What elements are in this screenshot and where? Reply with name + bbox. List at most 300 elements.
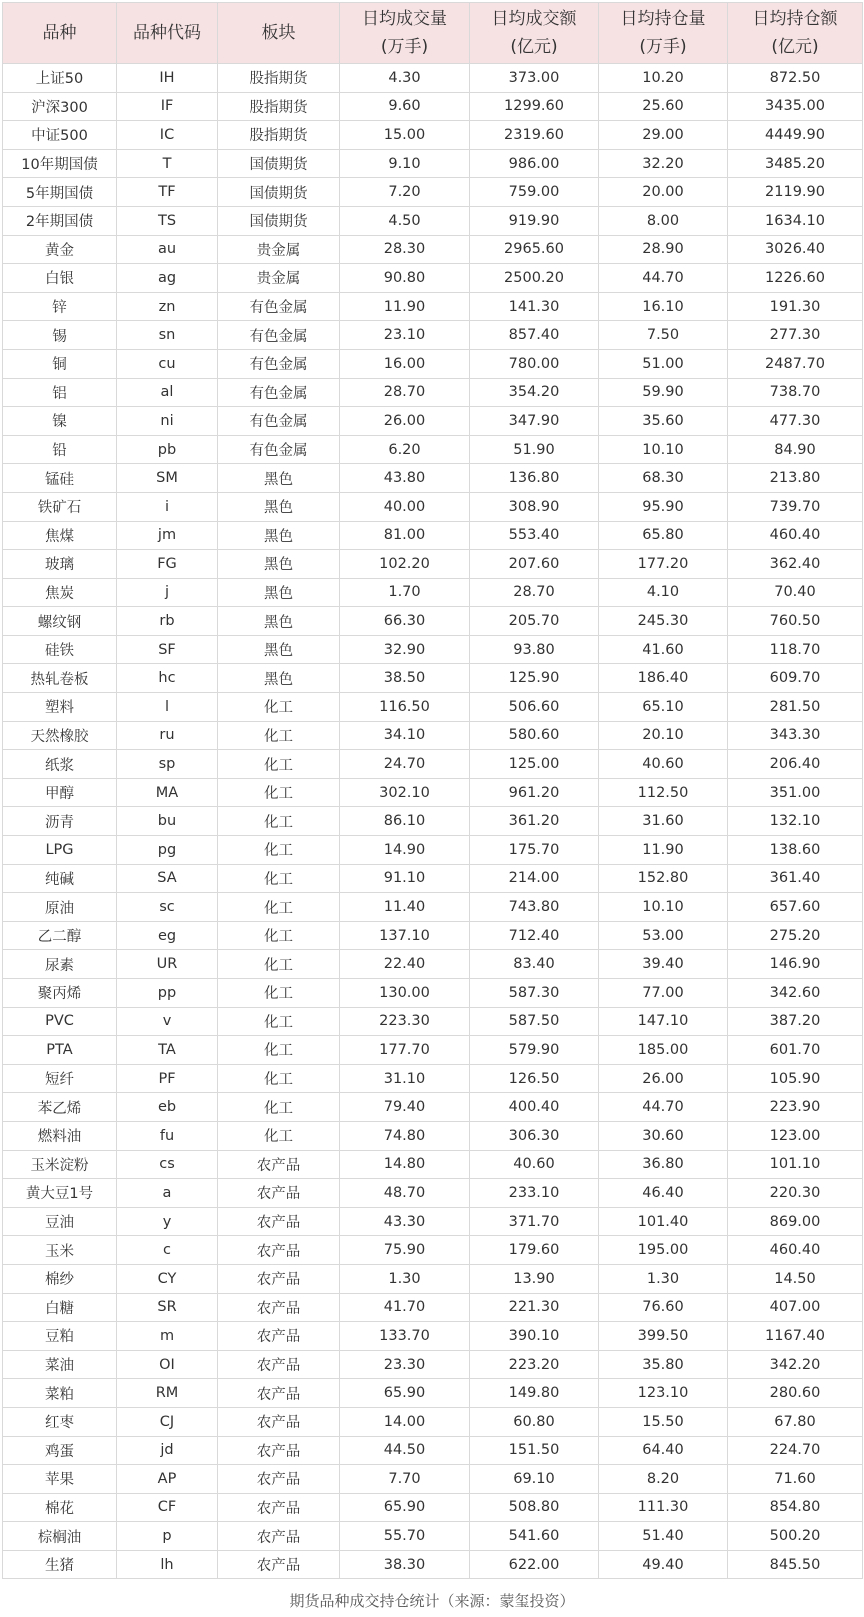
cell-avg-position-value: 71.60 — [728, 1465, 863, 1494]
cell-code: pb — [117, 435, 218, 464]
cell-avg-position-value: 500.20 — [728, 1522, 863, 1551]
cell-avg-turnover: 919.90 — [470, 206, 599, 235]
cell-variety: 玉米淀粉 — [3, 1150, 117, 1179]
cell-sector: 有色金属 — [218, 349, 340, 378]
cell-avg-position-value: 4449.90 — [728, 121, 863, 150]
cell-avg-volume: 81.00 — [340, 521, 470, 550]
header-label: 品种 — [42, 23, 77, 43]
cell-sector: 黑色 — [218, 607, 340, 636]
cell-avg-position-value: 460.40 — [728, 1236, 863, 1265]
cell-sector: 农产品 — [218, 1436, 340, 1465]
cell-avg-position-value: 67.80 — [728, 1407, 863, 1436]
cell-variety: 鸡蛋 — [3, 1436, 117, 1465]
cell-code: y — [117, 1207, 218, 1236]
cell-avg-turnover: 780.00 — [470, 349, 599, 378]
table-row — [3, 664, 863, 693]
cell-variety: 白银 — [3, 264, 117, 293]
cell-code: i — [117, 492, 218, 521]
cell-code: l — [117, 693, 218, 722]
cell-avg-open-interest: 29.00 — [599, 121, 728, 150]
cell-sector: 股指期货 — [218, 64, 340, 93]
cell-avg-open-interest: 44.70 — [599, 264, 728, 293]
cell-variety: 铜 — [3, 349, 117, 378]
cell-avg-volume: 65.90 — [340, 1379, 470, 1408]
cell-avg-volume: 130.00 — [340, 979, 470, 1008]
cell-sector: 有色金属 — [218, 407, 340, 436]
cell-avg-volume: 38.30 — [340, 1550, 470, 1579]
cell-avg-position-value: 281.50 — [728, 693, 863, 722]
cell-avg-open-interest: 51.40 — [599, 1522, 728, 1551]
cell-sector: 化工 — [218, 921, 340, 950]
table-row — [3, 1150, 863, 1179]
cell-avg-turnover: 151.50 — [470, 1436, 599, 1465]
cell-avg-volume: 23.10 — [340, 321, 470, 350]
cell-code: sn — [117, 321, 218, 350]
cell-avg-position-value: 477.30 — [728, 407, 863, 436]
cell-avg-volume: 9.60 — [340, 92, 470, 121]
cell-avg-position-value: 342.20 — [728, 1350, 863, 1379]
header-sector — [218, 3, 340, 64]
cell-sector: 股指期货 — [218, 121, 340, 150]
cell-variety: 锡 — [3, 321, 117, 350]
cell-code: bu — [117, 807, 218, 836]
cell-sector: 化工 — [218, 979, 340, 1008]
cell-avg-turnover: 125.90 — [470, 664, 599, 693]
cell-avg-turnover: 13.90 — [470, 1264, 599, 1293]
cell-sector: 黑色 — [218, 521, 340, 550]
cell-avg-turnover: 221.30 — [470, 1293, 599, 1322]
cell-avg-open-interest: 35.60 — [599, 407, 728, 436]
header-avg-open-interest — [599, 3, 728, 64]
cell-avg-position-value: 2487.70 — [728, 349, 863, 378]
cell-avg-position-value: 760.50 — [728, 607, 863, 636]
cell-code: RM — [117, 1379, 218, 1408]
cell-variety: 豆油 — [3, 1207, 117, 1236]
cell-avg-turnover: 759.00 — [470, 178, 599, 207]
table-row — [3, 1379, 863, 1408]
cell-variety: 沪深300 — [3, 92, 117, 121]
cell-avg-open-interest: 36.80 — [599, 1150, 728, 1179]
cell-avg-turnover: 60.80 — [470, 1407, 599, 1436]
cell-code: TF — [117, 178, 218, 207]
cell-avg-turnover: 400.40 — [470, 1093, 599, 1122]
cell-avg-open-interest: 10.10 — [599, 435, 728, 464]
cell-sector: 黑色 — [218, 635, 340, 664]
cell-avg-turnover: 580.60 — [470, 721, 599, 750]
cell-avg-volume: 31.10 — [340, 1064, 470, 1093]
cell-avg-volume: 223.30 — [340, 1007, 470, 1036]
cell-variety: 2年期国债 — [3, 206, 117, 235]
cell-avg-open-interest: 8.20 — [599, 1465, 728, 1494]
table-row — [3, 921, 863, 950]
cell-avg-turnover: 93.80 — [470, 635, 599, 664]
cell-sector: 国债期货 — [218, 178, 340, 207]
cell-avg-open-interest: 147.10 — [599, 1007, 728, 1036]
cell-avg-turnover: 175.70 — [470, 836, 599, 865]
header-avg-volume — [340, 3, 470, 64]
cell-avg-open-interest: 77.00 — [599, 979, 728, 1008]
cell-avg-position-value: 223.90 — [728, 1093, 863, 1122]
cell-avg-volume: 74.80 — [340, 1121, 470, 1150]
cell-sector: 化工 — [218, 1036, 340, 1065]
cell-sector: 农产品 — [218, 1236, 340, 1265]
cell-variety: 黄大豆1号 — [3, 1179, 117, 1208]
cell-code: MA — [117, 778, 218, 807]
cell-code: IH — [117, 64, 218, 93]
cell-avg-position-value: 191.30 — [728, 292, 863, 321]
table-row — [3, 321, 863, 350]
cell-avg-turnover: 214.00 — [470, 864, 599, 893]
cell-avg-open-interest: 51.00 — [599, 349, 728, 378]
cell-variety: 塑料 — [3, 693, 117, 722]
cell-avg-position-value: 407.00 — [728, 1293, 863, 1322]
cell-avg-volume: 11.40 — [340, 893, 470, 922]
cell-avg-turnover: 373.00 — [470, 64, 599, 93]
cell-avg-volume: 91.10 — [340, 864, 470, 893]
cell-avg-open-interest: 245.30 — [599, 607, 728, 636]
cell-code: cu — [117, 349, 218, 378]
cell-code: zn — [117, 292, 218, 321]
cell-code: IF — [117, 92, 218, 121]
cell-code: SR — [117, 1293, 218, 1322]
table-row — [3, 407, 863, 436]
cell-sector: 黑色 — [218, 464, 340, 493]
cell-sector: 农产品 — [218, 1522, 340, 1551]
cell-avg-open-interest: 28.90 — [599, 235, 728, 264]
cell-sector: 化工 — [218, 1007, 340, 1036]
cell-sector: 化工 — [218, 750, 340, 779]
cell-avg-volume: 4.50 — [340, 206, 470, 235]
cell-variety: 白糖 — [3, 1293, 117, 1322]
table-row — [3, 435, 863, 464]
table-row — [3, 1407, 863, 1436]
cell-sector: 农产品 — [218, 1379, 340, 1408]
cell-avg-position-value: 3026.40 — [728, 235, 863, 264]
cell-avg-open-interest: 186.40 — [599, 664, 728, 693]
table-row — [3, 521, 863, 550]
table-row — [3, 1007, 863, 1036]
cell-avg-open-interest: 8.00 — [599, 206, 728, 235]
cell-avg-open-interest: 111.30 — [599, 1493, 728, 1522]
cell-avg-open-interest: 152.80 — [599, 864, 728, 893]
cell-code: PF — [117, 1064, 218, 1093]
cell-variety: 铁矿石 — [3, 492, 117, 521]
cell-avg-volume: 116.50 — [340, 693, 470, 722]
cell-avg-position-value: 224.70 — [728, 1436, 863, 1465]
table-row — [3, 1465, 863, 1494]
cell-avg-open-interest: 65.10 — [599, 693, 728, 722]
header-label: 日均持仓量 — [620, 9, 706, 29]
cell-avg-open-interest: 53.00 — [599, 921, 728, 950]
cell-avg-open-interest: 31.60 — [599, 807, 728, 836]
cell-code: CY — [117, 1264, 218, 1293]
cell-avg-position-value: 387.20 — [728, 1007, 863, 1036]
table-row — [3, 235, 863, 264]
cell-sector: 贵金属 — [218, 264, 340, 293]
cell-avg-turnover: 587.50 — [470, 1007, 599, 1036]
cell-avg-turnover: 961.20 — [470, 778, 599, 807]
cell-avg-position-value: 14.50 — [728, 1264, 863, 1293]
cell-avg-turnover: 28.70 — [470, 578, 599, 607]
cell-variety: 纸浆 — [3, 750, 117, 779]
cell-variety: 红枣 — [3, 1407, 117, 1436]
cell-variety: 原油 — [3, 893, 117, 922]
cell-code: al — [117, 378, 218, 407]
table-caption: 期货品种成交持仓统计（来源：蒙玺投资） — [289, 1592, 575, 1610]
cell-avg-open-interest: 32.20 — [599, 149, 728, 178]
cell-avg-position-value: 118.70 — [728, 635, 863, 664]
cell-avg-position-value: 738.70 — [728, 378, 863, 407]
cell-code: fu — [117, 1121, 218, 1150]
cell-code: cs — [117, 1150, 218, 1179]
cell-code: SA — [117, 864, 218, 893]
cell-avg-turnover: 361.20 — [470, 807, 599, 836]
cell-avg-position-value: 105.90 — [728, 1064, 863, 1093]
table-row — [3, 1179, 863, 1208]
cell-variety: 镍 — [3, 407, 117, 436]
cell-code: TA — [117, 1036, 218, 1065]
cell-avg-volume: 1.30 — [340, 1264, 470, 1293]
cell-variety: 棉花 — [3, 1493, 117, 1522]
cell-code: IC — [117, 121, 218, 150]
cell-variety: 棉纱 — [3, 1264, 117, 1293]
cell-avg-open-interest: 185.00 — [599, 1036, 728, 1065]
table-row — [3, 693, 863, 722]
cell-sector: 贵金属 — [218, 235, 340, 264]
cell-avg-turnover: 51.90 — [470, 435, 599, 464]
table-row — [3, 492, 863, 521]
cell-avg-position-value: 657.60 — [728, 893, 863, 922]
cell-avg-position-value: 739.70 — [728, 492, 863, 521]
cell-sector: 化工 — [218, 693, 340, 722]
cell-avg-open-interest: 399.50 — [599, 1322, 728, 1351]
cell-avg-volume: 133.70 — [340, 1322, 470, 1351]
table-row — [3, 550, 863, 579]
cell-code: rb — [117, 607, 218, 636]
cell-avg-position-value: 275.20 — [728, 921, 863, 950]
cell-avg-volume: 7.20 — [340, 178, 470, 207]
header-code — [117, 3, 218, 64]
cell-avg-position-value: 609.70 — [728, 664, 863, 693]
table-row — [3, 292, 863, 321]
cell-avg-turnover: 308.90 — [470, 492, 599, 521]
table-row — [3, 1522, 863, 1551]
cell-variety: 棕榈油 — [3, 1522, 117, 1551]
cell-code: pg — [117, 836, 218, 865]
cell-avg-turnover: 857.40 — [470, 321, 599, 350]
cell-avg-volume: 34.10 — [340, 721, 470, 750]
cell-avg-turnover: 40.60 — [470, 1150, 599, 1179]
header-unit: (万手) — [380, 37, 429, 57]
cell-avg-volume: 102.20 — [340, 550, 470, 579]
cell-variety: 玉米 — [3, 1236, 117, 1265]
table-row — [3, 1436, 863, 1465]
cell-avg-volume: 48.70 — [340, 1179, 470, 1208]
cell-variety: 苹果 — [3, 1465, 117, 1494]
cell-avg-position-value: 845.50 — [728, 1550, 863, 1579]
cell-avg-open-interest: 46.40 — [599, 1179, 728, 1208]
cell-variety: 10年期国债 — [3, 149, 117, 178]
table-row — [3, 578, 863, 607]
cell-code: c — [117, 1236, 218, 1265]
cell-sector: 有色金属 — [218, 435, 340, 464]
cell-avg-volume: 28.30 — [340, 235, 470, 264]
cell-sector: 农产品 — [218, 1350, 340, 1379]
cell-variety: 5年期国债 — [3, 178, 117, 207]
cell-variety: 甲醇 — [3, 778, 117, 807]
cell-avg-position-value: 132.10 — [728, 807, 863, 836]
cell-sector: 国债期货 — [218, 149, 340, 178]
cell-avg-open-interest: 44.70 — [599, 1093, 728, 1122]
table-row — [3, 778, 863, 807]
cell-variety: 玻璃 — [3, 550, 117, 579]
table-row — [3, 979, 863, 1008]
cell-sector: 农产品 — [218, 1150, 340, 1179]
cell-variety: 沥青 — [3, 807, 117, 836]
cell-variety: 中证500 — [3, 121, 117, 150]
cell-code: UR — [117, 950, 218, 979]
cell-avg-volume: 32.90 — [340, 635, 470, 664]
cell-avg-volume: 79.40 — [340, 1093, 470, 1122]
cell-avg-turnover: 306.30 — [470, 1121, 599, 1150]
cell-sector: 有色金属 — [218, 321, 340, 350]
cell-avg-position-value: 213.80 — [728, 464, 863, 493]
cell-avg-open-interest: 65.80 — [599, 521, 728, 550]
cell-sector: 化工 — [218, 1093, 340, 1122]
cell-code: j — [117, 578, 218, 607]
cell-avg-volume: 137.10 — [340, 921, 470, 950]
cell-variety: 焦炭 — [3, 578, 117, 607]
cell-avg-turnover: 136.80 — [470, 464, 599, 493]
cell-avg-turnover: 2319.60 — [470, 121, 599, 150]
cell-avg-volume: 15.00 — [340, 121, 470, 150]
cell-code: ru — [117, 721, 218, 750]
cell-avg-position-value: 123.00 — [728, 1121, 863, 1150]
table-row — [3, 1064, 863, 1093]
cell-sector: 农产品 — [218, 1407, 340, 1436]
cell-sector: 国债期货 — [218, 206, 340, 235]
cell-sector: 黑色 — [218, 664, 340, 693]
cell-avg-position-value: 601.70 — [728, 1036, 863, 1065]
cell-avg-position-value: 1634.10 — [728, 206, 863, 235]
table-row — [3, 64, 863, 93]
cell-variety: 硅铁 — [3, 635, 117, 664]
header-unit: (亿元) — [771, 37, 819, 57]
cell-avg-open-interest: 40.60 — [599, 750, 728, 779]
table-row — [3, 1293, 863, 1322]
table-row — [3, 836, 863, 865]
cell-variety: 热轧卷板 — [3, 664, 117, 693]
cell-avg-turnover: 986.00 — [470, 149, 599, 178]
table-row — [3, 464, 863, 493]
table-row — [3, 721, 863, 750]
cell-variety: 豆粕 — [3, 1322, 117, 1351]
cell-sector: 化工 — [218, 836, 340, 865]
cell-avg-position-value: 280.60 — [728, 1379, 863, 1408]
cell-avg-open-interest: 16.10 — [599, 292, 728, 321]
cell-variety: 锌 — [3, 292, 117, 321]
cell-code: hc — [117, 664, 218, 693]
table-row — [3, 1550, 863, 1579]
cell-avg-position-value: 872.50 — [728, 64, 863, 93]
cell-avg-position-value: 206.40 — [728, 750, 863, 779]
cell-avg-open-interest: 35.80 — [599, 1350, 728, 1379]
cell-code: ni — [117, 407, 218, 436]
table-row — [3, 206, 863, 235]
cell-avg-open-interest: 20.00 — [599, 178, 728, 207]
cell-avg-open-interest: 64.40 — [599, 1436, 728, 1465]
cell-avg-open-interest: 101.40 — [599, 1207, 728, 1236]
futures-stats-table — [2, 2, 863, 1579]
cell-avg-volume: 40.00 — [340, 492, 470, 521]
cell-avg-volume: 41.70 — [340, 1293, 470, 1322]
table-row — [3, 121, 863, 150]
cell-avg-volume: 6.20 — [340, 435, 470, 464]
cell-avg-volume: 24.70 — [340, 750, 470, 779]
cell-avg-turnover: 371.70 — [470, 1207, 599, 1236]
cell-avg-turnover: 743.80 — [470, 893, 599, 922]
cell-avg-volume: 43.30 — [340, 1207, 470, 1236]
cell-sector: 农产品 — [218, 1465, 340, 1494]
cell-avg-turnover: 553.40 — [470, 521, 599, 550]
cell-avg-turnover: 712.40 — [470, 921, 599, 950]
cell-avg-volume: 14.80 — [340, 1150, 470, 1179]
cell-variety: LPG — [3, 836, 117, 865]
cell-code: TS — [117, 206, 218, 235]
table-row — [3, 149, 863, 178]
cell-avg-open-interest: 4.10 — [599, 578, 728, 607]
cell-avg-turnover: 2965.60 — [470, 235, 599, 264]
cell-code: sp — [117, 750, 218, 779]
cell-avg-open-interest: 25.60 — [599, 92, 728, 121]
cell-sector: 有色金属 — [218, 378, 340, 407]
cell-avg-open-interest: 49.40 — [599, 1550, 728, 1579]
table-row — [3, 264, 863, 293]
cell-avg-turnover: 587.30 — [470, 979, 599, 1008]
cell-code: CF — [117, 1493, 218, 1522]
header-label: 品种代码 — [133, 23, 201, 43]
cell-variety: 菜油 — [3, 1350, 117, 1379]
cell-variety: 苯乙烯 — [3, 1093, 117, 1122]
cell-code: AP — [117, 1465, 218, 1494]
cell-code: T — [117, 149, 218, 178]
cell-avg-position-value: 138.60 — [728, 836, 863, 865]
header-unit: (万手) — [639, 37, 687, 57]
table-row — [3, 893, 863, 922]
cell-variety: 上证50 — [3, 64, 117, 93]
cell-variety: PVC — [3, 1007, 117, 1036]
cell-sector: 黑色 — [218, 578, 340, 607]
cell-avg-volume: 86.10 — [340, 807, 470, 836]
header-avg-position-value — [728, 3, 863, 64]
cell-avg-position-value: 101.10 — [728, 1150, 863, 1179]
cell-avg-open-interest: 30.60 — [599, 1121, 728, 1150]
cell-avg-open-interest: 7.50 — [599, 321, 728, 350]
cell-avg-turnover: 141.30 — [470, 292, 599, 321]
table-row — [3, 92, 863, 121]
cell-avg-turnover: 69.10 — [470, 1465, 599, 1494]
cell-avg-volume: 9.10 — [340, 149, 470, 178]
cell-avg-open-interest: 41.60 — [599, 635, 728, 664]
cell-variety: 黄金 — [3, 235, 117, 264]
cell-avg-volume: 65.90 — [340, 1493, 470, 1522]
cell-code: pp — [117, 979, 218, 1008]
cell-avg-position-value: 869.00 — [728, 1207, 863, 1236]
cell-avg-turnover: 622.00 — [470, 1550, 599, 1579]
cell-avg-turnover: 149.80 — [470, 1379, 599, 1408]
cell-sector: 化工 — [218, 950, 340, 979]
cell-sector: 股指期货 — [218, 92, 340, 121]
